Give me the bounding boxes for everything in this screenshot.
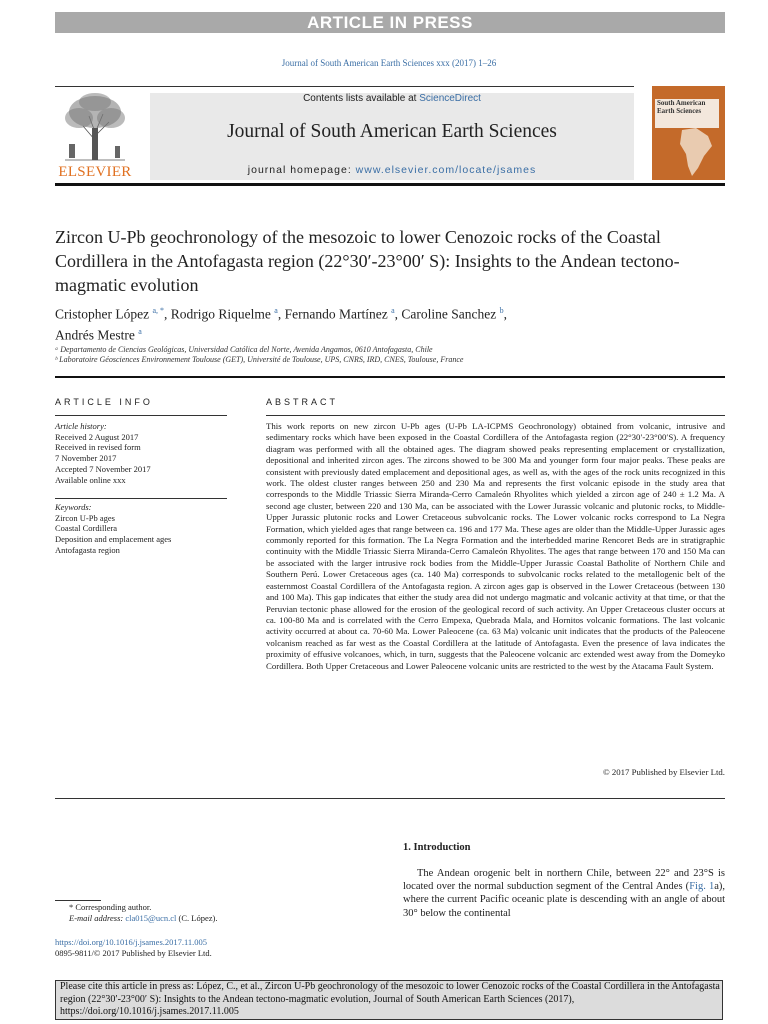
article-in-press-banner: ARTICLE IN PRESS <box>55 12 725 33</box>
journal-title: Journal of South American Earth Sciences <box>227 121 557 142</box>
affiliation-a: ᵃ Departamento de Ciencias Geológicas, Universidad Católica del Norte, Avenida Angamos, 0610 Antofagasta, Chile <box>55 345 433 354</box>
abstract-bottom-rule <box>55 798 725 799</box>
article-info-heading: ARTICLE INFO <box>55 397 153 407</box>
history-item: Received 2 August 2017 <box>55 431 139 442</box>
keywords-label: Keywords: <box>55 502 92 512</box>
keyword: Coastal Cordillera <box>55 523 118 534</box>
email-link[interactable]: cla015@ucn.cl <box>125 912 177 923</box>
keyword: Deposition and emplacement ages <box>55 534 172 545</box>
abstract-text: This work reports on new zircon U-Pb ages (U-Pb LA-ICPMS Geochronology) obtained from volcanic, intrusive and sedimentary rocks which have been exposed in the Coastal Cordillera of the Antofagasta region (22°30′-23°00′S). A frequency diagram was performed with all the obtained ages. The diagram showed peaks representing emplacement or crystallization, depositional and inherited zircon ages. The zircons showed to be 300 Ma and younger form four major peaks. These peaks are consistent with previously dated emplacement and depositional ages, as well as, with the ages of the rock units recognized in this work. The oldest cluster ranges between 250 and 230 Ma and represents the first volcanic episode in the study area that corresponds to the Middle Triassic Sierra Miranda-Cerro Camaleón Rhyolites which yielded a zircon age of 240 ± 1.2 Ma. A second age cluster, between 220 and 130 Ma, can be associated with the Lower Jurassic volcanic and plutonic rocks, to Middle-Upper Jurassic plutonic rocks and Lower Cretaceous subvolcanic rocks. The Lower volcanic rocks correspond to La Negra Formation, which yielded ages that range between ca. 196 and 177 Ma. These ages are older than the Middle-Upper Jurassic ages commonly reported for this formation. The La Negra Formation and the interbedded marine Rencoret Beds are in stratigraphic continuity with the Middle Triassic Sierra Miranda-Cerro Camaleón Rhyolites. The ages that range between 170 and 150 Ma can be associated with the larger intrusive rock bodies from the Middle-Upper Jurassic Coastal Batholite of Northern Chile and Southern Perú. Lower Cretaceous ages (ca. 140 Ma) corresponds to subvolcanic rocks related to the metallogenic belt of the easternmost Coastal Cordillera of the Antofagasta region. A zircon ages gap is observed in the Lower Cretaceous (between 130 and 100 Ma). This gap indicates that either the study area did not undergo magmatic and volcanic activity at that time, or that the Peruvian tectonic phase allowed for the erosion of the geological record of such activity. An Upper Cretaceous cluster occurs at ca. 100-80 Ma and is correlated with the Cerro Empexa, Quebrada Mala, and Hornitos volcanic formations. The last volcanic activity occurred at about ca. 70-60 Ma. Lower Paleocene (ca. 63 Ma) volcanic unit indicates that the products of the Paleocene volcanism reached as far west as the Coastal Cordillera at the latitude of Antofagasta. Even the presence of lava indicates the proximity of effusive volcanoes, which, in turn, suggests that the Paleocene volcanic arc extended west away from the Domeyko Cordillera. Both Upper Cretaceous and Lower Paleocene volcanic units are restricted to the west by the Atacama Fault System. <box>266 421 725 671</box>
history-item: Received in revised form <box>55 442 141 453</box>
journal-citation-line[interactable]: Journal of South American Earth Sciences xxx (2017) 1–26 <box>281 58 497 68</box>
author[interactable]: Fernando Martínez <box>284 306 388 322</box>
author[interactable]: Rodrigo Riquelme <box>170 306 271 322</box>
header-top-rule <box>55 86 634 87</box>
footnote-rule <box>55 900 101 901</box>
introduction-text: The Andean orogenic belt in northern Chile, between 22° and 23°S is located over the normal subduction segment of the Central Andes (Fig. 1a), where the current Pacific oceanic plate is descending with an angle of about 30° below the continental <box>403 868 725 919</box>
article-history <box>55 421 227 485</box>
author-list: Cristopher López $^{a, *}$, Rodrigo Riquelme $^a$, Fernando Martínez $^a$, Caroline Sanchez $^b$, Andrés Mestre $^a$ <box>55 306 507 342</box>
keywords <box>55 502 227 556</box>
cite-this-article-box: Please cite this article in press as: López, C., et al., Zircon U-Pb geochronology of the mesozoic to lower Cenozoic rocks of the Coastal Cordillera in the Antofagasta region (22°30′-23°00′ S): Insights to the Andean tectono-magmatic evolution, Journal of South American Earth Sciences (2017), https://doi.org/10.1016/j.jsames.2017.11.005 <box>55 980 723 1020</box>
abstract-heading: ABSTRACT <box>266 397 339 407</box>
contents-lists-line: Contents lists available at ScienceDirect <box>303 93 481 104</box>
corresponding-author-label: * Corresponding author. <box>69 902 152 912</box>
south-america-map-icon <box>652 86 725 180</box>
history-label: Article history: <box>55 421 107 431</box>
abstract-rule <box>266 415 725 416</box>
corresponding-author-footnote <box>55 902 355 923</box>
journal-homepage-line: journal homepage: www.elsevier.com/locate/jsames <box>247 164 537 176</box>
journal-homepage-link[interactable]: www.elsevier.com/locate/jsames <box>355 164 537 176</box>
cover-title: South American Earth Sciences <box>655 99 719 128</box>
doi-link[interactable]: https://doi.org/10.1016/j.jsames.2017.11.005 <box>55 937 208 947</box>
author[interactable]: Caroline Sanchez <box>401 306 497 322</box>
introduction-heading: 1. Introduction <box>403 842 471 853</box>
keyword: Antofagasta region <box>55 544 120 555</box>
article-title: Zircon U-Pb geochronology of the mesozoic to lower Cenozoic rocks of the Coastal Cordillera in the Antofagasta region (22°30′-23°00′ S): Insights to the Andean tectono-magmatic evolution <box>55 227 680 295</box>
journal-cover-thumbnail <box>652 86 725 180</box>
history-item: 7 November 2017 <box>55 453 117 464</box>
history-item: Available online xxx <box>55 474 126 485</box>
affiliation-b: ᵇ Laboratoire Géosciences Environnement Toulouse (GET), Université de Toulouse, UPS, CNRS, IRD, CNES, Toulouse, France <box>55 355 464 364</box>
email-line: E-mail address: cla015@ucn.cl (C. López). <box>69 912 218 923</box>
history-item: Accepted 7 November 2017 <box>55 463 151 474</box>
figure-1-link[interactable]: Fig. 1 <box>689 881 715 893</box>
issn-line: 0895-9811/© 2017 Published by Elsevier Ltd. <box>55 947 212 958</box>
keywords-rule <box>55 498 227 499</box>
sciencedirect-link[interactable]: ScienceDirect <box>419 93 481 104</box>
header-bottom-rule <box>55 183 725 186</box>
author[interactable]: Cristopher López <box>55 306 150 322</box>
affiliations <box>55 345 725 365</box>
affiliation-rule <box>55 376 725 378</box>
elsevier-wordmark: ELSEVIER <box>58 164 132 180</box>
journal-masthead <box>150 93 634 180</box>
keyword: Zircon U-Pb ages <box>55 512 115 523</box>
doi-block <box>55 937 355 958</box>
info-rule <box>55 415 227 416</box>
copyright-line: © 2017 Published by Elsevier Ltd. <box>602 767 725 777</box>
author[interactable]: Andrés Mestre <box>55 327 135 342</box>
